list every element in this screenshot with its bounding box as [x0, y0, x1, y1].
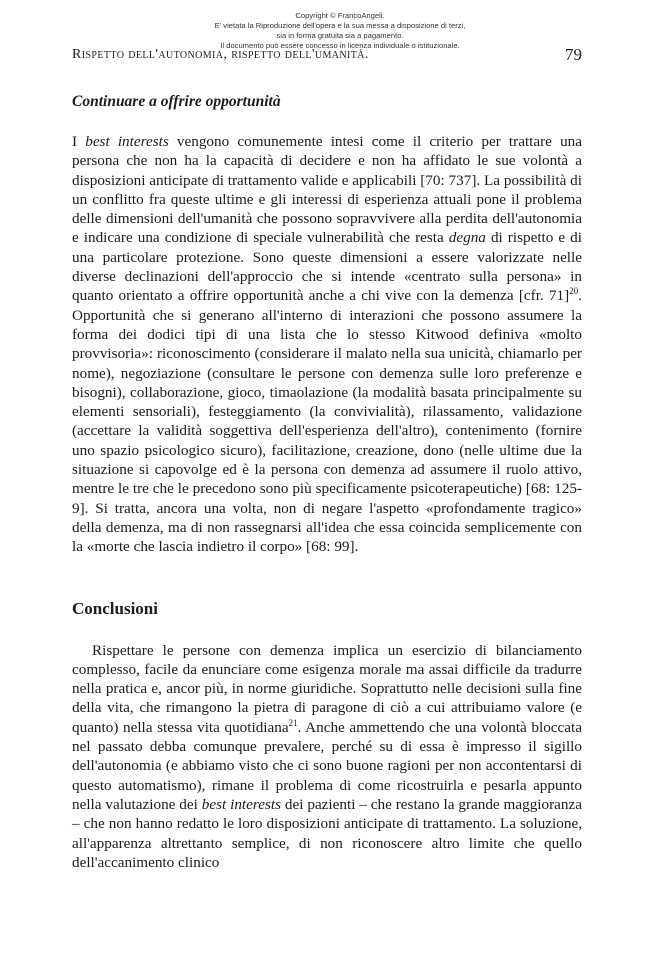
paragraph-text: . Opportunità che si generano all'interno di interazioni che possono assumere la forma dei dodici tipi di una lista che lo stesso Kitwood definiva «molto provvisoria»: riconoscimento (considerare il malato nella sua unicità, chiamarlo per nome), negoziazione (consultare le persone con demenza sulle loro preferenze e bisogni), collaborazione, gioco, timaolazione (la modalità basata principalmente su elementi sensoriali), festeggiamento (la convivialità), rilassamento, validazione (accettare la validità soggettiva dell'esperienza dell'altro), contenimento (fornire uno spazio psicologico sicuro), facilitazione, creazione, dono (nelle ultime due la situazione si capovolge ed è la persona con demenza ad assumere il ruolo attivo, mentre le tre che le precedono sono più specificamente psicoterapeutiche) [68: 125-9]. Si tratta, ancora una volta, non di negare l'aspetto «profondamente tragico» della demenza, ma di non rassegnarsi all'idea che essa coincida semplicemente con la «morte che lascia indietro il corpo» [68: 99].: [72, 287, 582, 556]
paragraph-opportunities: I best interests vengono comunemente intesi come il criterio per trattare una persona che non ha la capacità di decidere e non ha affidato le sue volontà a disposizioni anticipate di trattamento valide e applicabili [70: 737]. La possibilità di un conflitto fra queste ultime e gli interessi di esperienza attuali pone il problema delle dimensioni dell'umanità che possono sopravvivere alla perdita dell'autonomia e indicare una condizione di speciale vulnerabilità che resta degna di rispetto e di una particolare protezione. Sono queste dimensioni a essere valorizzate nelle diverse declinazioni dell'approccio che si intende «centrato sulla persona» in quanto orientato a offrire opportunità anche a chi vive con la demenza [cfr. 71]$^{20}$. Opportunità che si generano all'interno di interazioni che possono assumere la forma dei dodici tipi di una lista che lo stesso Kitwood definiva «molto provvisoria»: riconoscimento (considerare il malato nella sua unicità, chiamarlo per nome), negoziazione (consultare le persone con demenza sulle loro preferenze e bisogni), collaborazione, gioco, timaolazione (la modalità basata principalmente su elementi sensoriali), festeggiamento (la convivialità), rilassamento, validazione (accettare la validità soggettiva dell'esperienza dell'altro), contenimento (fornire uno spazio psicologico sicuro), facilitazione, creazione, dono (nelle ultime due la situazione si capovolge ed è la persona con demenza ad assumere il ruolo attivo, mentre le tre che le precedono sono più specificamente psicoterapeutiche) [68: 125-9]. Si tratta, ancora una volta, non di negare l'aspetto «profondamente tragico» della demenza, ma di non rassegnarsi all'idea che essa coincida semplicemente con la «morte che lascia indietro il corpo» [68: 99].: [72, 133, 583, 556]
emphasis-term: degna: [448, 229, 486, 247]
paragraph-text: dei pazienti – che restano la grande maggioranza – che non hanno redatto le loro disposizioni anticipate di trattamento. La soluzione, all'apparenza altrettanto semplice, di non riconoscere altro limite che quello dell'accanimento clinico: [72, 795, 582, 871]
paragraph-text: Rispettare le persone con demenza implica un esercizio di bilanciamento complesso, facile da enunciare come esigenza morale ma assai difficile da tradurre nella pratica e, ancor più, in norme giuridiche. Soprattutto nelle decisioni sulla fine della vita, che rimangono la pietra di paragone di ciò a cui attribuiamo valore (e quanto) nella stessa vita quotidiana: [72, 641, 582, 736]
paragraph-conclusions: [72, 641, 582, 873]
footnote-ref: 21: [288, 717, 298, 728]
running-head: [72, 45, 582, 67]
paragraph-text: . Anche ammettendo che una volontà bloccata nel passato debba comunque prevalere, perché su di essa è impresso il sigillo dell'autonomia (e abbiamo visto che ci sono buone ragioni per non accontentarsi di questo automatismo), rimane il problema di come ricostruirla e pesarla appunto nella valutazione dei: [72, 718, 582, 813]
emphasis-term: best interests: [85, 133, 169, 150]
emphasis-term: best interests: [201, 795, 282, 813]
copyright-line: Il documento può essere concesso in licenza individuale o istituzionale.: [220, 41, 460, 50]
page-body: [72, 93, 582, 872]
copyright-line: Copyright © FrancoAngeli.: [295, 11, 385, 20]
section-title: Conclusioni: [72, 598, 158, 618]
footnote-ref: 20: [569, 286, 579, 297]
running-title: Rispetto dell'autonomia, rispetto dell'umanità.: [72, 47, 369, 62]
copyright-line: sia in forma gratuita sia a pagamento.: [276, 31, 404, 40]
paragraph-text: di rispetto e di una particolare protezione. Sono queste dimensioni a essere valorizzate nelle diverse declinazioni dell'approccio che si intende «centrato sulla persona» in quanto orientato a offrire opportunità anche a chi vive con la demenza [cfr. 71]: [72, 229, 582, 305]
page-number: 79: [565, 45, 582, 64]
copyright-line: E' vietata la Riproduzione dell'opera e la sua messa a disposizione di terzi,: [214, 21, 466, 30]
subsection-title: Continuare a offrire opportunità: [72, 93, 281, 110]
paragraph-text: vengono comunemente intesi come il criterio per trattare una persona che non ha la capacità di decidere e non ha affidato le sue volontà a disposizioni anticipate di trattamento valide e applicabili [70: 737]. La possibilità di un conflitto fra queste ultime e gli interessi di esperienza attuali pone il problema delle dimensioni dell'umanità che possono sopravvivere alla perdita dell'autonomia e indicare una condizione di speciale vulnerabilità che resta: [72, 133, 583, 247]
